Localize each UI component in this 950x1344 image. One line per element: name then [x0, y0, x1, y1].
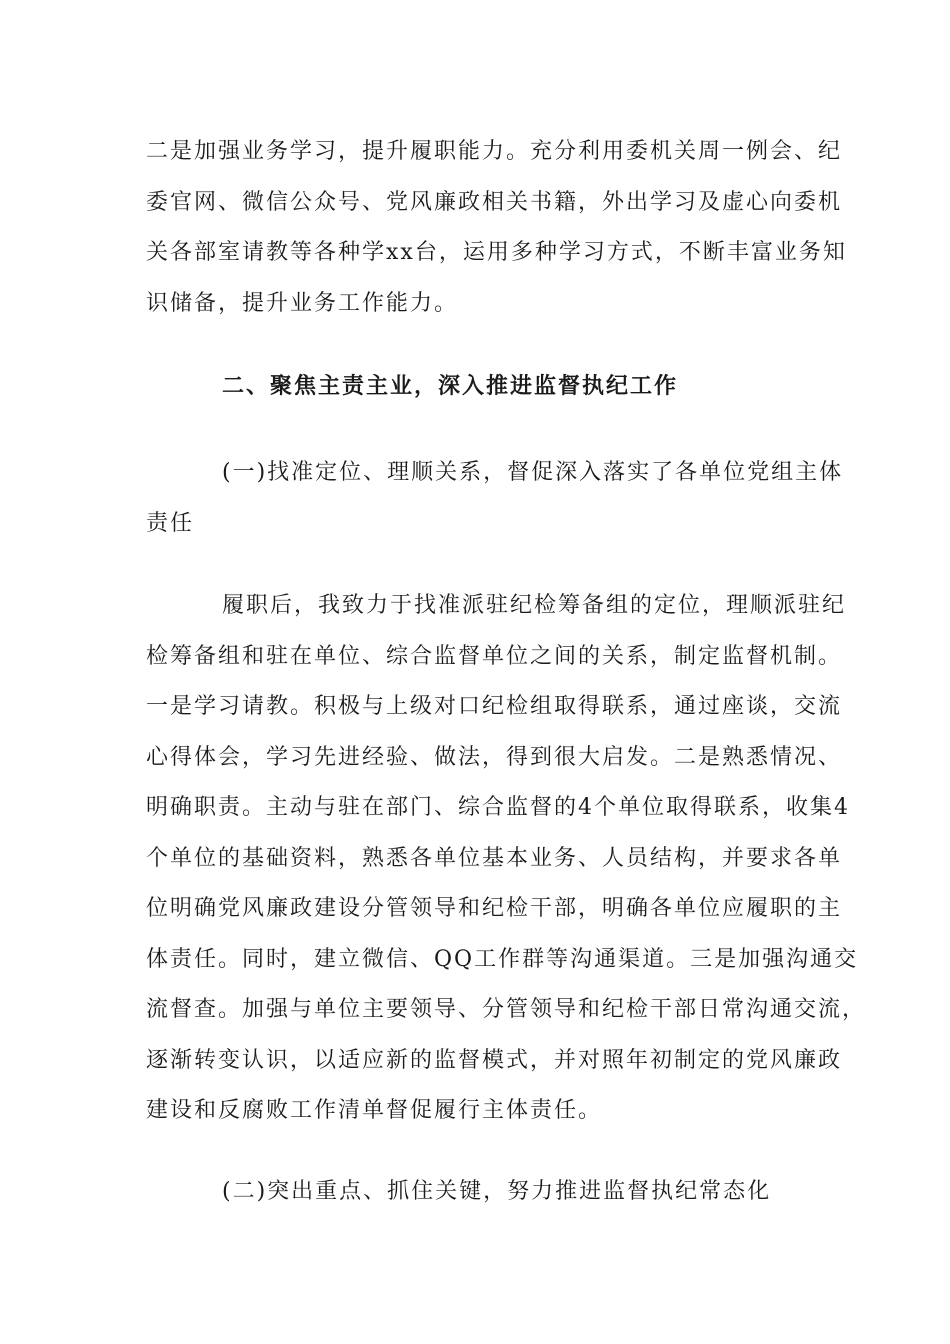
paragraph-supervision-duties: [146, 581, 867, 1137]
text-line: 关各部室请教等各种学xx台，运用多种学习方式，不断丰富业务知: [146, 240, 847, 265]
paragraph-business-study: [146, 127, 847, 329]
text-line: 责任: [146, 510, 195, 536]
text-line: 位明确党风廉政建设分管领导和纪检干部，明确各单位应履职的主: [146, 896, 843, 921]
heading-text: 二、聚焦主责主业，深入推进监督执纪工作: [222, 373, 679, 399]
section-heading: [146, 361, 830, 412]
text-line: 委官网、微信公众号、党风廉政相关书籍，外出学习及虚心向委机: [146, 189, 843, 215]
text-line: 建设和反腐败工作清单督促履行主体责任。: [146, 1098, 603, 1123]
text-line: 明确职责。主动与驻在部门、综合监督的4个单位取得联系，收集4: [146, 795, 850, 820]
text-line: 逐渐转变认识，以适应新的监督模式，并对照年初制定的党风廉政: [146, 1047, 843, 1073]
text-line: 识储备，提升业务工作能力。: [146, 290, 459, 316]
text-line: (一)找准定位、理顺关系，督促深入落实了各单位党组主体: [222, 460, 844, 485]
text-line: 检筹备组和驻在单位、综合监督单位之间的关系，制定监督机制。: [146, 643, 843, 669]
text-line: 二是加强业务学习，提升履职能力。充分利用委机关周一例会、纪: [146, 139, 843, 164]
text-line: 体责任。同时，建立微信、QQ工作群等沟通渠道。三是加强沟通交: [146, 946, 859, 972]
text-line: 一是学习请教。积极与上级对口纪检组取得联系，通过座谈，交流: [146, 694, 843, 719]
text-line: 心得体会，学习先进经验、做法，得到很大启发。二是熟悉情况、: [146, 744, 843, 770]
text-line: (二)突出重点、抓住关键，努力推进监督执纪常态化: [222, 1179, 772, 1204]
subheading-one: [146, 448, 844, 549]
text-line: 流督查。加强与单位主要领导、分管领导和纪检干部日常沟通交流，: [146, 997, 867, 1022]
text-line: 个单位的基础资料，熟悉各单位基本业务、人员结构，并要求各单: [146, 845, 843, 871]
text-line: 履职后，我致力于找准派驻纪检筹备组的定位，理顺派驻纪: [222, 593, 847, 618]
subheading-two: [146, 1167, 830, 1218]
